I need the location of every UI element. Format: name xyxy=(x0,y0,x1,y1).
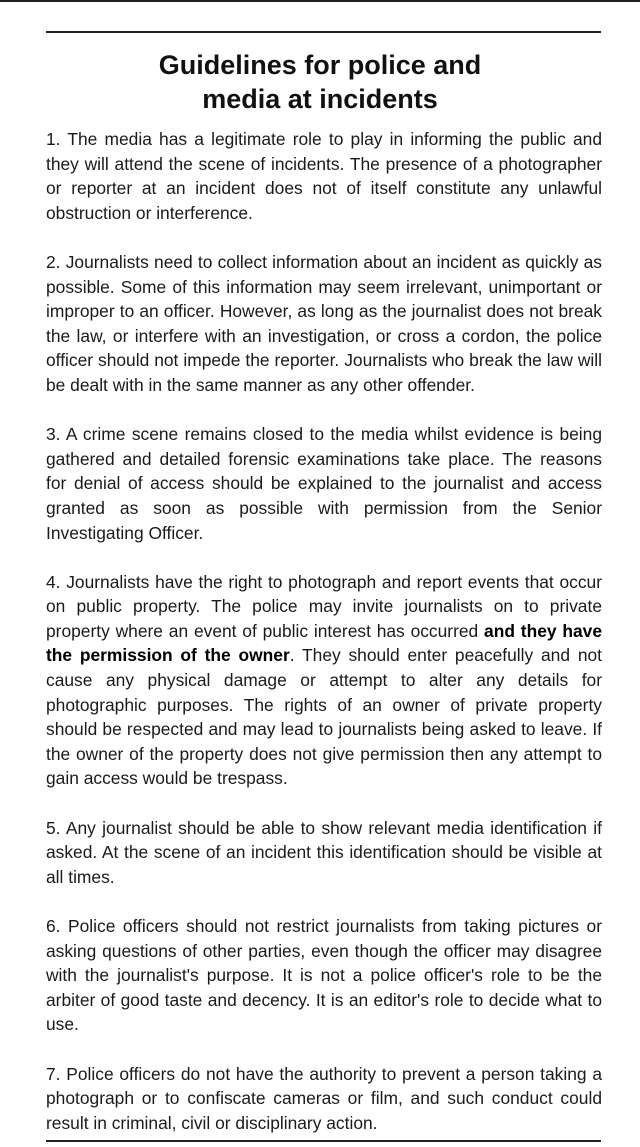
top-rule xyxy=(46,31,601,33)
guideline-paragraph-4 xyxy=(46,570,602,791)
paragraph-4-bold-text: and they have the permission of the owner xyxy=(46,620,602,666)
guideline-paragraph-7: 7. Police officers do not have the authority to prevent a person taking a photograph or to confiscate cameras or film, and such conduct could result in criminal, civil or disciplinary action. xyxy=(46,1063,602,1133)
guideline-paragraph-5: 5. Any journalist should be able to show relevant media identification if asked. At the scene of an incident this identification should be visible at all times. xyxy=(46,817,602,887)
guideline-paragraph-3: 3. A crime scene remains closed to the media whilst evidence is being gathered and detailed forensic examinations take place. The reasons for denial of access should be explained to the journalist and access granted as soon as possible with permission from the Senior Investigating Officer. xyxy=(46,424,602,543)
guidelines-body xyxy=(46,127,602,1135)
paragraph-4-text-after: . They should enter peacefully and not cause any physical damage or attempt to alter any details for photographic purposes. The rights of an owner of private property should be respected and may lead to journalists being asked to leave. If the owner of the property does not give permission then any attempt to gain access would be trespass. xyxy=(46,645,602,789)
paragraph-4-text-before: 4. Journalists have the right to photograph and report events that occur on public property. The police may invite journalists on to private property where an event of public interest has occurred xyxy=(46,571,602,641)
guideline-paragraph-1: 1. The media has a legitimate role to play in informing the public and they will attend the scene of incidents. The presence of a photographer or reporter at an incident does not of itself constitute any unlawful obstruction or interference. xyxy=(46,129,602,223)
title-line-1: Guidelines for police and xyxy=(158,50,482,80)
document-title xyxy=(0,48,640,116)
title-line-2: media at incidents xyxy=(202,84,438,114)
guideline-paragraph-2: 2. Journalists need to collect information about an incident as quickly as possible. Some of this information may seem irrelevant, unimportant or improper to an officer. However, as long as the journalist does not break the law, or interfere with an investigation, or cross a cordon, the police officer should not impede the reporter. Journalists who break the law will be dealt with in the same manner as any other offender. xyxy=(46,251,602,395)
bottom-rule xyxy=(46,1140,601,1142)
guideline-paragraph-6: 6. Police officers should not restrict journalists from taking pictures or asking questions of other parties, even though the officer may disagree with the journalist's purpose. It is not a police officer's role to be the arbiter of good taste and decency. It is an editor's role to decide what to use. xyxy=(46,916,602,1035)
page-top-edge xyxy=(0,0,640,2)
